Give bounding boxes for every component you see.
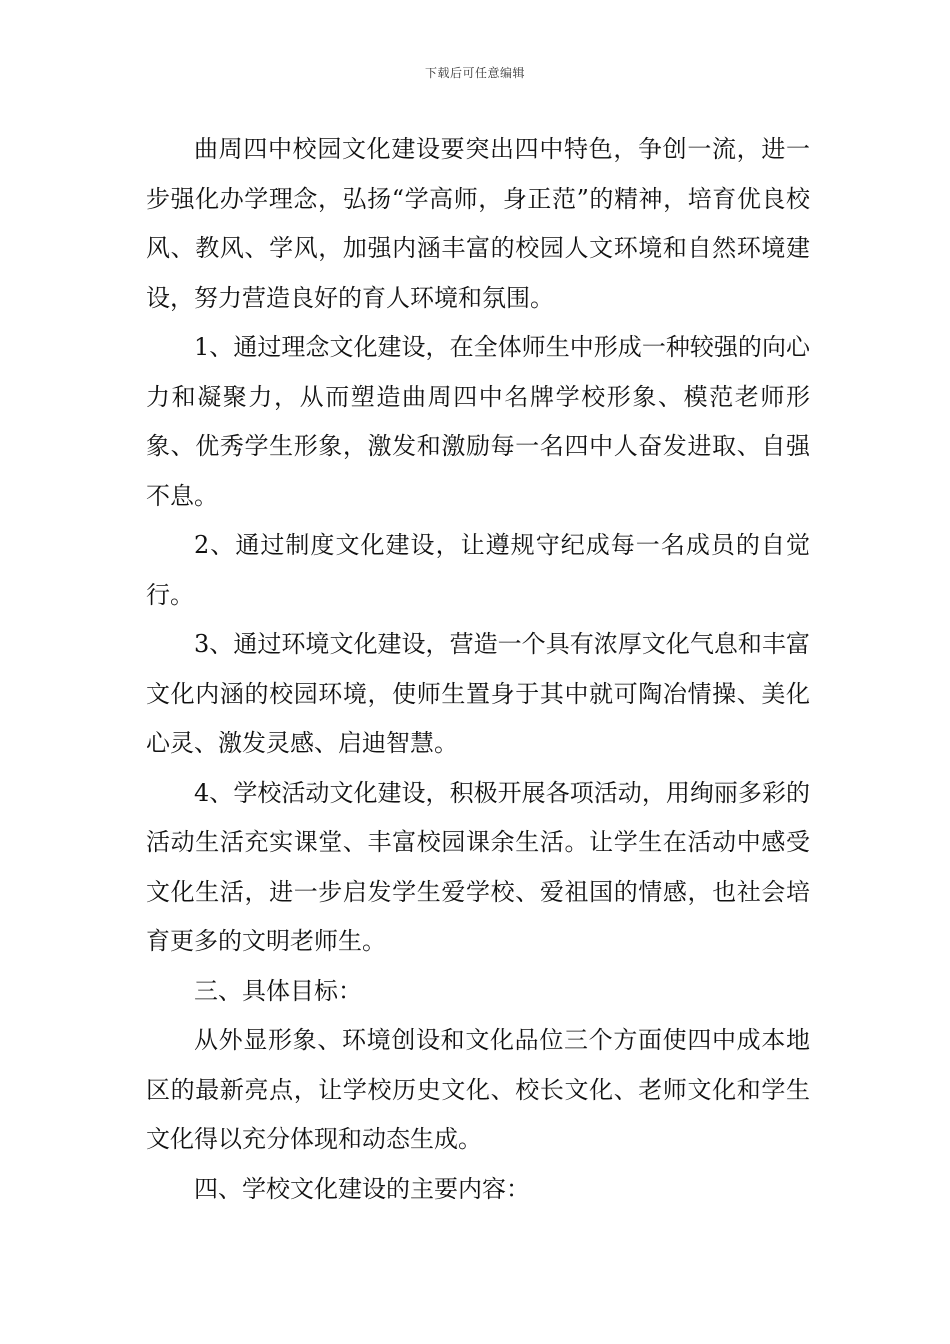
section-heading-content: 四、学校文化建设的主要内容： [194, 1174, 530, 1203]
page-header: 下载后可任意编辑 [424, 66, 525, 80]
paragraph-intro: 曲周四中校园文化建设要突出四中特色，争创一流，进一步强化办学理念，弘扬“学高师，身正范”的精神，培育优良校风、教风、学风，加强内涵丰富的校园人文环境和自然环境建设，努力营造良好的育人环境和氛围。 [146, 135, 810, 312]
paragraph-goals: 从外显形象、环境创设和文化品位三个方面使四中成本地区的最新亮点，让学校历史文化、校长文化、老师文化和学生文化得以充分体现和动态生成。 [146, 1026, 810, 1153]
paragraph-item-2: 2、通过制度文化建设，让遵规守纪成每一名成员的自觉行。 [146, 531, 810, 609]
section-heading-goals: 三、具体目标： [194, 976, 362, 1005]
paragraph-item-4: 4、学校活动文化建设，积极开展各项活动，用绚丽多彩的活动生活充实课堂、丰富校园课余生活。让学生在活动中感受文化生活，进一步启发学生爱学校、爱祖国的情感，也社会培育更多的文明老师生。 [146, 778, 810, 955]
paragraph-item-1: 1、通过理念文化建设，在全体师生中形成一种较强的向心力和凝聚力，从而塑造曲周四中名牌学校形象、模范老师形象、优秀学生形象，激发和激励每一名四中人奋发进取、自强不息。 [146, 333, 810, 510]
document-body [146, 125, 810, 1214]
paragraph-item-3: 3、通过环境文化建设，营造一个具有浓厚文化气息和丰富文化内涵的校园环境，使师生置身于其中就可陶冶情操、美化心灵、激发灵感、启迪智慧。 [146, 630, 810, 757]
